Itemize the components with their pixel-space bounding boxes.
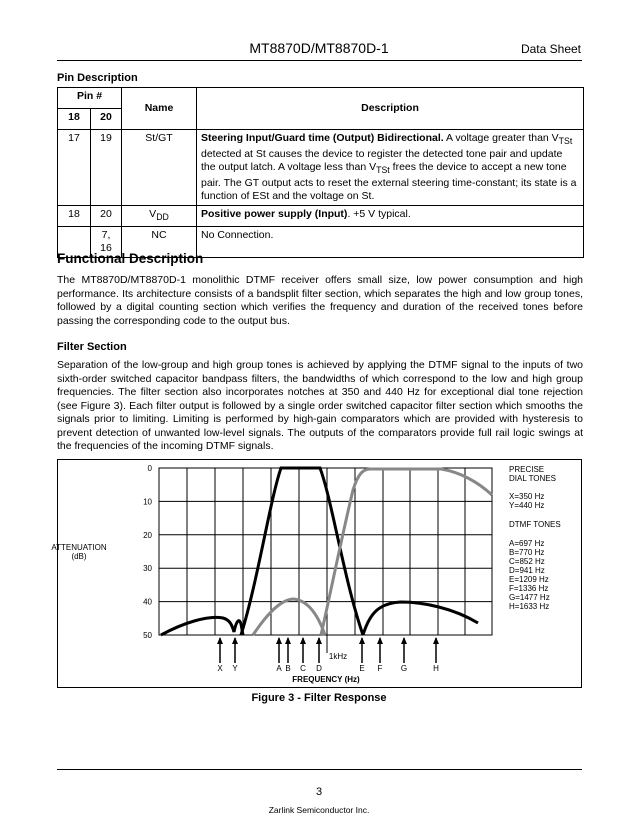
pin-20-cell: 7, 16 — [91, 227, 122, 258]
filter-response-chart — [51, 460, 581, 687]
frequency-marker-label: C — [300, 664, 306, 673]
document-title: MT8870D/MT8870D-1 — [249, 40, 389, 56]
y-tick-label: 50 — [143, 631, 152, 640]
legend-y: Y=440 Hz — [509, 501, 545, 510]
footer-rule — [57, 769, 582, 770]
frequency-marker-label: H — [433, 664, 439, 673]
legend-tones — [509, 539, 550, 611]
high-group-lower-lobe-curve — [253, 599, 325, 635]
pin-20-cell: 19 — [91, 130, 122, 206]
low-group-stopband-curve — [161, 617, 243, 635]
legend-tone: C=852 Hz — [509, 557, 545, 566]
low-group-bandpass-curve — [241, 468, 363, 635]
legend-tone: F=1336 Hz — [509, 584, 549, 593]
functional-description-heading: Functional Description — [57, 251, 204, 266]
figure-caption: Figure 3 - Filter Response — [251, 692, 387, 704]
marker-arrow-head — [217, 637, 223, 644]
filter-section-paragraph: Separation of the low-group and high group tones is achieved by applying the DTMF signal to the inputs of two sixth-order switched capacitor bandpass filters, the bandwidths of which correspond to the low and high group frequencies. The filter section also incorporates notches at 350 and 440 Hz for exceptional dial tone rejection (see Figure 3). Each filter output is followed by a single order switched capacitor filter section which smooths the signals prior to limiting. Limiting is performed by high-gain comparators which are provided with hysteresis to prevent detection of unwanted low-level signals. The outputs of the comparators provide full rail logic swings at the frequencies of the incoming DTMF signals. — [57, 359, 583, 452]
marker-arrow-head — [433, 637, 439, 644]
marker-arrow-head — [401, 637, 407, 644]
desc-text: A voltage greater than V — [443, 132, 559, 144]
y-tick-label: 30 — [143, 564, 152, 574]
pin-20-header: 20 — [91, 109, 122, 130]
frequency-marker-label: X — [217, 664, 223, 673]
pin-18-header: 18 — [58, 109, 91, 130]
filter-response-figure — [51, 459, 582, 688]
pin-18-cell: 17 — [58, 130, 91, 206]
frequency-marker-label: F — [377, 664, 383, 673]
marker-arrow-head — [276, 637, 282, 644]
y-axis-label-line1: ATTENUATION — [51, 543, 107, 552]
company-name: Zarlink Semiconductor Inc. — [268, 805, 370, 815]
marker-arrow-head — [285, 637, 291, 644]
y-axis-label-line2: (dB) — [71, 552, 87, 561]
desc-text: detected at St causes the device to register the detected tone pair and update the output latch. A voltage less than V — [201, 148, 563, 174]
legend-tone: A=697 Hz — [509, 539, 545, 548]
pin-description-heading: Pin Description — [57, 72, 138, 84]
marker-arrow-head — [359, 637, 365, 644]
y-tick-label: 20 — [143, 530, 152, 540]
legend-tone: H=1633 Hz — [509, 602, 550, 611]
y-tick-label: 10 — [143, 497, 152, 507]
x-axis-label: FREQUENCY (Hz) — [292, 675, 360, 684]
legend-tone: B=770 Hz — [509, 548, 545, 557]
pin-20-cell: 20 — [91, 206, 122, 227]
marker-arrow-head — [316, 637, 322, 644]
desc-bold: Positive power supply (Input) — [201, 208, 348, 221]
legend-x: X=350 Hz — [509, 492, 545, 501]
legend-dtmf: DTMF TONES — [509, 520, 561, 529]
frequency-marker-label: E — [359, 664, 365, 673]
pin-description-cell: No Connection. — [197, 227, 584, 258]
table-row — [58, 206, 584, 227]
pin-18-cell: 18 — [58, 206, 91, 227]
legend-tone: G=1477 Hz — [509, 593, 550, 602]
pin-name-cell — [122, 206, 197, 227]
page-number: 3 — [315, 786, 323, 798]
pin-number-header: Pin # — [58, 88, 122, 109]
functional-description-paragraph: The MT8870D/MT8870D-1 monolithic DTMF receiver offers small size, low power consumption and high performance. Its architecture consists of a bandsplit filter section, which separates the high and low group tones, followed by a digital counting section which verifies the frequency and duration of the received tones before passing the corresponding code to the output bus. — [57, 274, 583, 327]
desc-subscript: TSt — [558, 136, 573, 147]
frequency-marker-label: A — [276, 664, 282, 673]
horizontal-gridlines — [159, 501, 492, 601]
y-tick-label: 40 — [143, 597, 152, 607]
legend-tone: E=1209 Hz — [509, 575, 549, 584]
desc-text: frees the device to accept a new tone pair. The GT output acts to reset the external steering time-constant; its state is a function of ESt and the voltage on St. — [201, 161, 577, 203]
high-group-bandpass-curve — [321, 469, 492, 635]
pin-name-subscript: DD — [156, 212, 169, 223]
marker-arrow-head — [377, 637, 383, 644]
marker-1khz-label: 1kHz — [328, 652, 348, 661]
desc-subscript: TSt — [376, 165, 390, 176]
document-type: Data Sheet — [520, 42, 581, 56]
y-tick-labels — [143, 464, 152, 640]
y-tick-label: 0 — [147, 464, 152, 473]
pin-name-cell: NC — [122, 227, 197, 258]
frequency-marker-label: B — [285, 664, 291, 673]
desc-bold: Steering Input/Guard time (Output) Bidirectional. — [201, 132, 444, 144]
pin-description-cell — [197, 130, 584, 206]
frequency-marker-label: D — [316, 664, 322, 673]
marker-arrow-head — [232, 637, 238, 644]
legend-precise-line1: PRECISE — [509, 465, 545, 474]
pin-name-cell: St/GT — [122, 130, 197, 206]
frequency-marker-label: G — [400, 664, 408, 673]
legend-precise-line2: DIAL TONES — [509, 474, 556, 483]
header-rule — [57, 60, 582, 61]
low-group-upper-stopband-curve — [363, 602, 478, 635]
name-header: Name — [122, 88, 197, 130]
pin-name-main: V — [149, 208, 157, 221]
pin-description-cell — [197, 206, 584, 227]
marker-arrow-head — [300, 637, 306, 644]
filter-section-heading: Filter Section — [57, 341, 127, 353]
table-row — [58, 130, 584, 206]
pin-description-table — [57, 87, 584, 258]
desc-text: . +5 V typical. — [347, 208, 411, 221]
legend-tone: D=941 Hz — [509, 566, 545, 575]
description-header: Description — [197, 88, 584, 130]
frequency-marker-label: Y — [232, 664, 238, 673]
